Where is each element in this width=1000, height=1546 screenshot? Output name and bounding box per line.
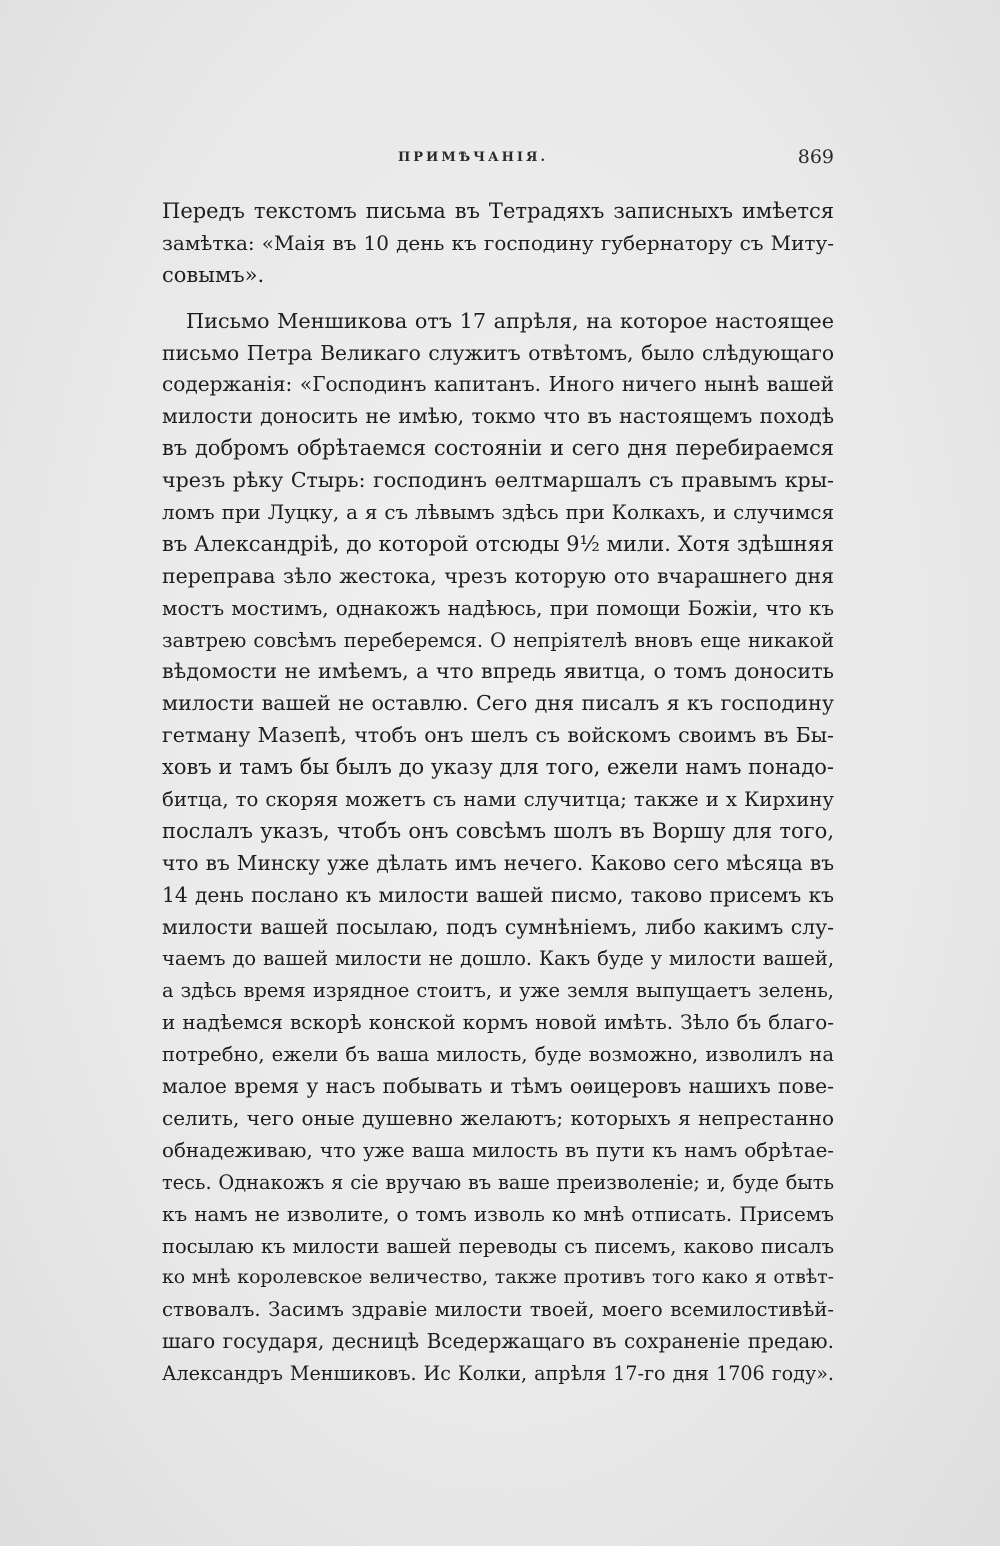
text-line	[162, 1422, 834, 1454]
page-number: 869	[797, 146, 834, 168]
text-line: что въ Минску уже дѣлать имъ нечего. Каково сего мѣсяца въ	[162, 850, 834, 875]
text-line: мостъ мостимъ, однакожъ надѣюсь, при помощи Божіи, что къ	[162, 596, 834, 620]
text-line: въ добромъ обрѣтаемся состояніи и сего дня перебираемся	[162, 436, 834, 461]
text-line: милости вашей посылаю, подъ сумнѣніемъ, либо какимъ слу-	[162, 914, 834, 939]
text-line: потребно, ежели бъ ваша милость, буде возможно, изволилъ на	[162, 1043, 834, 1067]
text-line: въ Александріѣ, до которой отсюды 9½ мили. Хотя здѣшняя	[162, 531, 834, 556]
text-line: тесь. Однакожъ я сіе вручаю въ ваше преизволеніе; и, буде быть	[162, 1170, 834, 1194]
paragraph-2	[162, 306, 834, 1454]
running-head	[162, 146, 834, 172]
text-line: Письмо Меншикова отъ 17 апрѣля, на которое настоящее	[186, 308, 834, 333]
paragraph-gap	[162, 292, 834, 306]
text-line: ховъ и тамъ бы былъ до указу для того, ежели намъ понадо-	[162, 755, 834, 780]
text-line: милости доносить не имѣю, токмо что въ настоящемъ походѣ	[162, 404, 834, 429]
text-line: гетману Мазепѣ, чтобъ онъ шелъ съ войскомъ своимъ въ Бы-	[162, 723, 834, 748]
text-line: вѣдомости не имѣемъ, а что впредь явитца, о томъ доносить	[162, 659, 834, 684]
text-line: шаго государя, десницѣ Вседержащаго въ сохраненіе предаю.	[162, 1329, 834, 1354]
text-line: посылаю къ милости вашей переводы съ писемъ, каково писалъ	[162, 1234, 834, 1258]
text-line: ломъ при Луцку, а я съ лѣвымъ здѣсь при Колкахъ, и случимся	[162, 501, 834, 525]
text-line: Александръ Меншиковъ. Ис Колки, апрѣля 17-го дня 1706 году».	[162, 1362, 834, 1386]
text-line: милости вашей не оставлю. Сего дня писалъ я къ господину	[162, 691, 834, 716]
body-text	[162, 196, 834, 1454]
text-line: послалъ указъ, чтобъ онъ совсѣмъ шолъ въ Воршу для того,	[162, 818, 834, 843]
text-line	[162, 1390, 834, 1422]
text-line: малое время у насъ побывать и тѣмъ оѳицеровъ нашихъ пове-	[162, 1074, 834, 1099]
text-line: содержанія: «Господинъ капитанъ. Иного ничего нынѣ вашей	[162, 372, 834, 397]
text-line: чрезъ рѣку Стырь: господинъ ѳелтмаршалъ съ правымъ кры-	[162, 468, 834, 493]
text-line: а здѣсь время изрядное стоитъ, и уже земля выпущаетъ зелень,	[162, 979, 834, 1003]
text-line: совымъ».	[162, 262, 265, 287]
text-line: ко мнѣ королевское величество, также противъ того како я отвѣт-	[162, 1266, 834, 1289]
text-line: и надѣемся вскорѣ конской кормъ новой имѣть. Зѣло бъ благо-	[162, 1010, 834, 1035]
text-line: замѣтка: «Маія въ 10 день къ господину губернатору съ Миту-	[162, 230, 834, 255]
text-line: битца, то скоряя можетъ съ нами случитца; также и х Кирхину	[162, 788, 834, 812]
text-line: селить, чего оные душевно желаютъ; которыхъ я непрестанно	[162, 1105, 834, 1130]
text-line: письмо Петра Великаго служитъ отвѣтомъ, было слѣдующаго	[162, 340, 834, 365]
text-line: обнадеживаю, что уже ваша милость въ пути къ намъ обрѣтае-	[162, 1138, 834, 1162]
text-line: переправа зѣло жестока, чрезъ которую ото вчарашнего дня	[162, 563, 834, 588]
text-line: Передъ текстомъ письма въ Тетрадяхъ записныхъ имѣется	[162, 199, 834, 223]
text-line: завтрею совсѣмъ переберемся. О непріятелѣ вновъ еще никакой	[162, 628, 834, 652]
text-line: ствовалъ. Засимъ здравіе милости твоей, моего всемилостивѣй-	[162, 1298, 834, 1322]
paragraph-1	[162, 196, 834, 292]
text-line: 14 день послано къ милости вашей писмо, таково присемъ къ	[162, 882, 834, 907]
section-title: ПРИМѢЧАНІЯ.	[398, 150, 548, 165]
text-line: къ намъ не изволите, о томъ изволь ко мнѣ отписать. Присемъ	[162, 1201, 834, 1226]
text-line: чаемъ до вашей милости не дошло. Какъ буде у милости вашей,	[162, 947, 834, 971]
